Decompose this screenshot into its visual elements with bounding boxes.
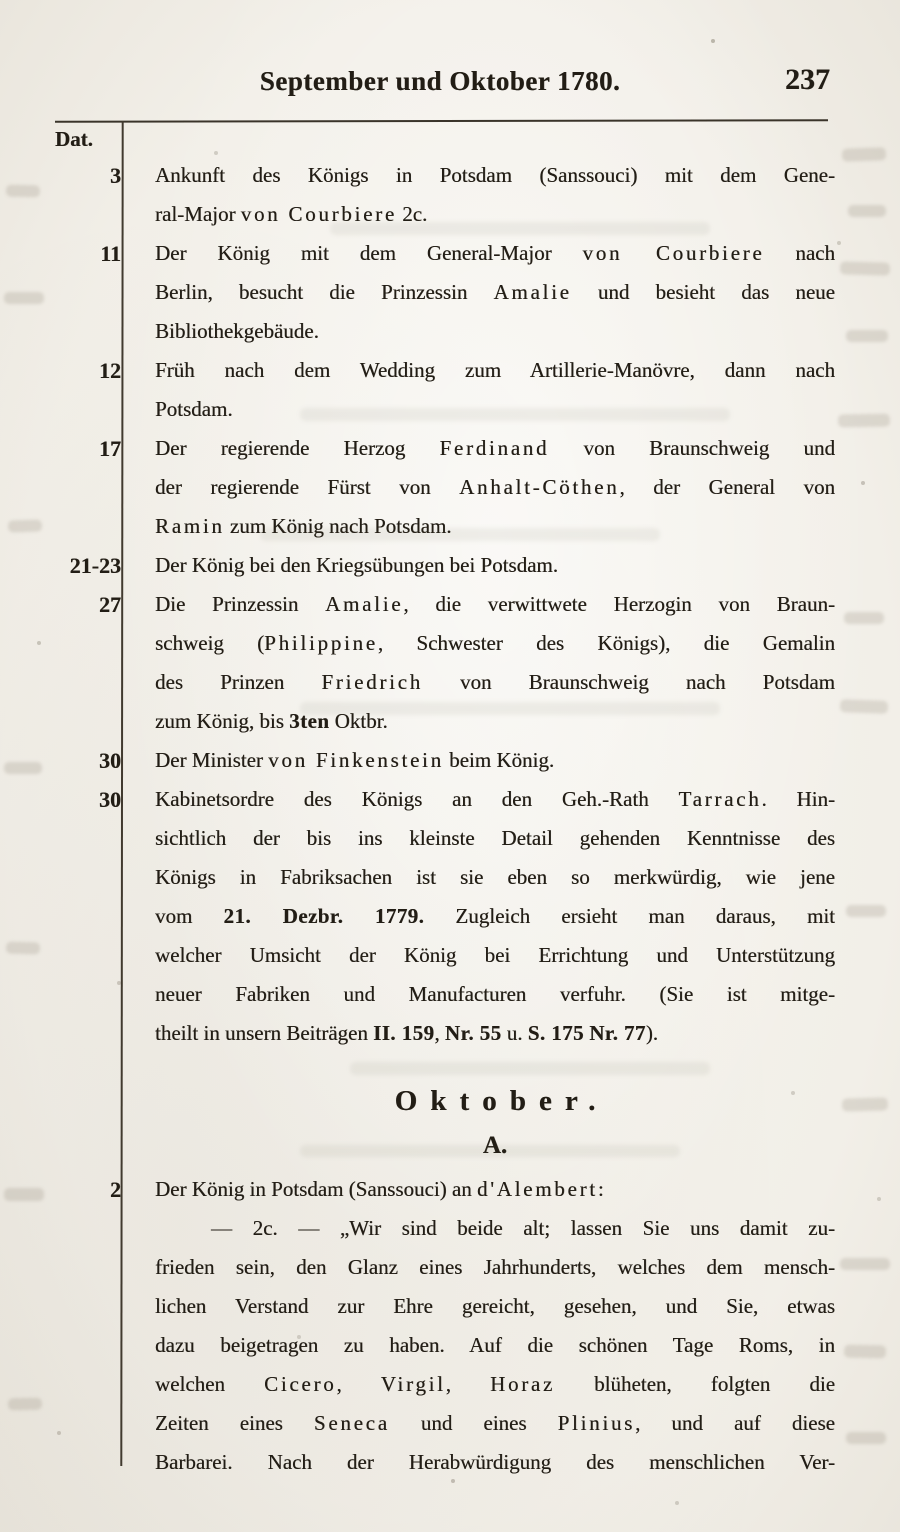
- text-line: vom 21. Dezbr. 1779. Zugleich ersieht man daraus, mit: [155, 904, 835, 928]
- spaced-name: d'Alembert: [476, 1177, 598, 1201]
- spaced-name: Seneca: [313, 1411, 390, 1435]
- text-line: zum König, bis 3ten Oktbr.: [155, 709, 388, 733]
- spaced-name: Friedrich: [321, 670, 423, 694]
- entry-date: 17: [99, 436, 121, 461]
- bleedthrough-smudge: [840, 699, 888, 714]
- text-line: Königs in Fabriksachen ist sie eben so merkwürdig, wie jene: [155, 865, 835, 889]
- text-line: Ramin zum König nach Potsdam.: [155, 514, 452, 538]
- entry-text: [155, 1209, 835, 1482]
- entry-date: 30: [99, 787, 121, 812]
- entry-row: [55, 546, 835, 585]
- entry-date: 30: [99, 748, 121, 773]
- section-subheading: A.: [482, 1132, 508, 1159]
- bleedthrough-smudge: [848, 205, 886, 217]
- text-line: theilt in unsern Beiträgen II. 159, Nr. 55 u. S. 175 Nr. 77).: [155, 1021, 659, 1045]
- bleedthrough-smudge: [842, 1097, 888, 1111]
- bleedthrough-smudge: [844, 612, 884, 624]
- spaced-name: Ramin: [155, 514, 225, 538]
- spaced-name: Plinius: [557, 1411, 636, 1435]
- text-line: Der regierende Herzog Ferdinand von Braunschweig und: [155, 436, 835, 460]
- bleedthrough-ghost-line: [300, 408, 730, 421]
- quote-row: [55, 1209, 835, 1482]
- entry-row: [55, 234, 835, 351]
- spaced-name: von Finkenstein: [268, 748, 444, 772]
- header-rule: [55, 119, 828, 123]
- bleedthrough-ghost-line: [300, 702, 720, 715]
- text-line: dazu beigetragen zu haben. Auf die schönen Tage Roms, in: [155, 1333, 835, 1357]
- text-line: lichen Verstand zur Ehre gereicht, gesehen, und Sie, etwas: [155, 1294, 835, 1318]
- entries-flow: [55, 156, 835, 1482]
- entry-text: [155, 546, 835, 585]
- entry-text: [155, 741, 835, 780]
- spaced-name: Anhalt-Cöthen: [459, 475, 620, 499]
- text-line: Früh nach dem Wedding zum Artillerie-Manövre, dann nach: [155, 358, 835, 382]
- spaced-name: Amalie: [493, 280, 572, 304]
- entry-row: [55, 585, 835, 741]
- text-line: der regierende Fürst von Anhalt-Cöthen, der General von: [155, 475, 835, 499]
- section-heading: Oktober.: [394, 1085, 609, 1117]
- entry-date: [55, 1209, 121, 1482]
- text-line: Ankunft des Königs in Potsdam (Sanssouci) mit dem Gene-: [155, 163, 835, 187]
- spaced-name: Amalie: [325, 592, 404, 616]
- text-line: Zeiten eines Seneca und eines Plinius, und auf diese: [155, 1411, 835, 1435]
- bleedthrough-smudge: [846, 905, 886, 917]
- text-line: Kabinetsordre des Königs an den Geh.-Rath Tarrach. Hin-: [155, 787, 835, 811]
- bleedthrough-smudge: [8, 1398, 42, 1411]
- entry-date: 2: [110, 1177, 121, 1202]
- text-line: Bibliothekgebäude.: [155, 319, 319, 343]
- text-line: Der König mit dem General-Major von Courbiere nach: [155, 241, 835, 265]
- text-line: Potsdam.: [155, 397, 233, 421]
- entry-text: [155, 780, 835, 1053]
- bleedthrough-smudge: [844, 1345, 886, 1359]
- text-line: frieden sein, den Glanz eines Jahrhunderts, welches dem mensch-: [155, 1255, 835, 1279]
- bleedthrough-smudge: [6, 185, 40, 198]
- text-line: Barbarei. Nach der Herabwürdigung des menschlichen Ver-: [155, 1450, 835, 1474]
- entry-text: [155, 585, 835, 741]
- entry-row: [55, 741, 835, 780]
- text-line: ral-Major von Courbiere 2c.: [155, 202, 428, 226]
- text-line: Der König bei den Kriegsübungen bei Potsdam.: [155, 553, 559, 577]
- text-line: Berlin, besucht die Prinzessin Amalie und besieht das neue: [155, 280, 835, 304]
- bleedthrough-smudge: [840, 1258, 890, 1270]
- bleedthrough-smudge: [842, 147, 886, 162]
- spaced-name: Virgil: [380, 1372, 446, 1396]
- bleedthrough-smudge: [838, 414, 890, 428]
- spaced-name: Cicero: [264, 1372, 337, 1396]
- text-line: — 2c. — „Wir sind beide alt; lassen Sie uns damit zu-: [211, 1216, 835, 1240]
- text-line: welchen Cicero, Virgil, Horaz blüheten, folgten die: [155, 1372, 835, 1396]
- entry-date: 27: [99, 592, 121, 617]
- entry-date: 12: [99, 358, 121, 383]
- text-line: schweig (Philippine, Schwester des Königs), die Gemalin: [155, 631, 835, 655]
- bleedthrough-smudge: [6, 942, 40, 955]
- bleedthrough-smudge: [846, 330, 888, 342]
- bleedthrough-smudge: [8, 519, 42, 532]
- text-line: Die Prinzessin Amalie, die verwittwete Herzogin von Braun-: [155, 592, 835, 616]
- entry-text: [155, 1170, 835, 1209]
- spaced-name: von Courbiere: [582, 241, 765, 265]
- text-line: neuer Fabriken und Manufacturen verfuhr. (Sie ist mitge-: [155, 982, 835, 1006]
- spaced-name: von Courbiere: [240, 202, 397, 226]
- page-number: 237: [785, 63, 830, 96]
- spaced-name: Philippine: [264, 631, 378, 655]
- bleedthrough-ghost-line: [350, 1062, 710, 1075]
- text-line: Der Minister von Finkenstein beim König.: [155, 748, 555, 772]
- entry-row: [55, 1170, 835, 1209]
- paper-specks: [0, 0, 2, 2]
- text-line: Der König in Potsdam (Sanssouci) an d'Alembert:: [155, 1177, 604, 1201]
- bleedthrough-ghost-line: [260, 528, 660, 541]
- bleedthrough-smudge: [4, 292, 44, 304]
- text-line: sichtlich der bis ins kleinste Detail gehenden Kenntnisse des: [155, 826, 835, 850]
- bleedthrough-ghost-line: [330, 222, 710, 235]
- text-line: welcher Umsicht der König bei Errichtung und Unterstützung: [155, 943, 835, 967]
- entry-date: 21-23: [69, 553, 121, 578]
- entry-text: [155, 234, 835, 351]
- page-header-title: September und Oktober 1780.: [259, 66, 621, 96]
- bleedthrough-smudge: [840, 261, 890, 275]
- spaced-name: Ferdinand: [439, 436, 550, 460]
- bleedthrough-smudge: [4, 762, 42, 774]
- bleedthrough-smudge: [4, 1188, 44, 1201]
- date-column-label: Dat.: [55, 127, 93, 151]
- bleedthrough-smudge: [846, 1432, 886, 1444]
- entry-date: 11: [100, 241, 121, 266]
- bleedthrough-ghost-line: [300, 1145, 680, 1157]
- entry-date: 3: [110, 163, 121, 188]
- entry-row: [55, 780, 835, 1053]
- spaced-name: Horaz: [490, 1372, 556, 1396]
- spaced-name: Tarrach: [678, 787, 762, 811]
- text-line: des Prinzen Friedrich von Braunschweig nach Potsdam: [155, 670, 835, 694]
